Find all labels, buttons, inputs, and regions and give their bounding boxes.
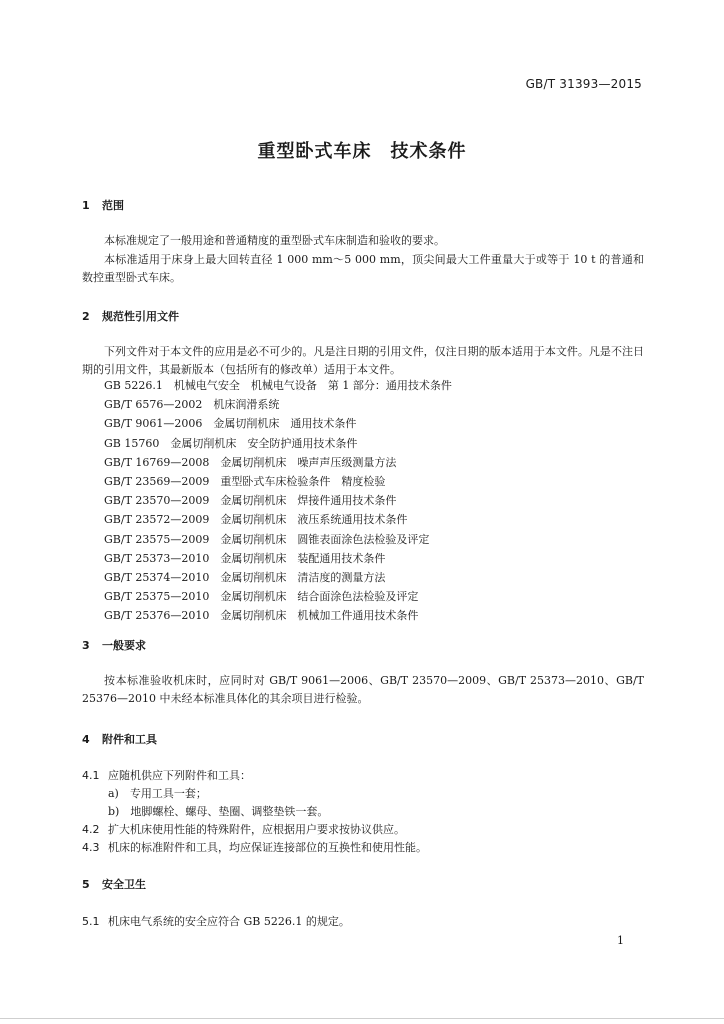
list-item: GB/T 16769—2008 金属切削机床 噪声声压级测量方法 [104,455,397,469]
list-item: GB 5226.1 机械电气安全 机械电气设备 第 1 部分：通用技术条件 [104,379,452,392]
section-3-paragraph: 按本标准验收机床时，应同时对 GB/T 9061—2006、GB/T 23570—2009、GB/T 25373—2010、GB/T 25376—2010 中未经本标准具体化的其余项目进行检验。 [82,674,644,705]
list-item-b: b) 地脚螺栓、螺母、垫圈、调整垫铁一套。 [108,805,329,818]
section-number: 3 [82,639,90,652]
bottom-divider [0,1018,724,1019]
clause-number: 4.2 [82,823,100,836]
list-item: GB/T 23575—2009 金属切削机床 圆锥表面涂色法检验及评定 [104,532,430,546]
section-title: 一般要求 [102,639,146,652]
section-3-heading [82,637,146,653]
clause-text: 扩大机床使用性能的特殊附件，应根据用户要求按协议供应。 [108,823,405,836]
clause-5-1 [82,913,350,929]
section-5-heading [82,876,146,892]
list-item: GB/T 23572—2009 金属切削机床 液压系统通用技术条件 [104,513,408,527]
clause-4-2 [82,821,405,837]
list-item: GB/T 23569—2009 重型卧式车床检验条件 精度检验 [104,475,386,489]
normative-references-list [104,376,452,626]
clause-text: 应随机供应下列附件和工具： [108,769,251,782]
list-item: GB/T 25376—2010 金属切削机床 机械加工件通用技术条件 [104,609,419,623]
section-title: 安全卫生 [102,878,146,891]
page-number: 1 [617,934,624,947]
section-1-paragraph-2: 本标准适用于床身上最大回转直径 1 000 mm～5 000 mm，顶尖间最大工件重量大于或等于 10 t 的普通和数控重型卧式车床。 [82,253,644,284]
list-item: GB/T 25375—2010 金属切削机床 结合面涂色法检验及评定 [104,590,419,604]
list-item-a: a) 专用工具一套； [108,787,207,800]
list-item: GB/T 25374—2010 金属切削机床 清洁度的测量方法 [104,571,386,585]
section-number: 1 [82,199,90,212]
list-item: GB 15760 金属切削机床 安全防护通用技术条件 [104,436,358,450]
clause-4-3 [82,839,427,855]
clause-4-1 [82,767,251,783]
section-number: 2 [82,310,90,323]
list-item: GB/T 23570—2009 金属切削机床 焊接件通用技术条件 [104,494,397,508]
section-number: 5 [82,878,90,891]
clause-number: 4.1 [82,769,100,782]
section-title: 附件和工具 [102,733,157,746]
section-2-intro: 下列文件对于本文件的应用是必不可少的。凡是注日期的引用文件，仅注日期的版本适用于本文件。凡是不注日期的引用文件，其最新版本（包括所有的修改单）适用于本文件。 [82,345,644,376]
list-item: GB/T 25373—2010 金属切削机床 装配通用技术条件 [104,551,386,565]
page-title: 重型卧式车床 技术条件 [257,141,467,162]
section-2-heading [82,308,179,324]
standard-code: GB/T 31393—2015 [525,77,642,91]
clause-number: 4.3 [82,841,100,854]
clause-number: 5.1 [82,915,100,928]
list-item: GB/T 9061—2006 金属切削机床 通用技术条件 [104,417,357,431]
section-title: 范围 [102,199,124,212]
section-1-heading [82,197,124,213]
section-1-paragraph: 本标准规定了一般用途和普通精度的重型卧式车床制造和验收的要求。 [104,234,445,247]
section-number: 4 [82,733,90,746]
section-4-heading [82,731,157,747]
list-item: GB/T 6576—2002 机床润滑系统 [104,398,280,412]
clause-text: 机床的标准附件和工具，均应保证连接部位的互换性和使用性能。 [108,841,427,854]
clause-text: 机床电气系统的安全应符合 GB 5226.1 的规定。 [108,915,350,928]
section-title: 规范性引用文件 [102,310,179,323]
